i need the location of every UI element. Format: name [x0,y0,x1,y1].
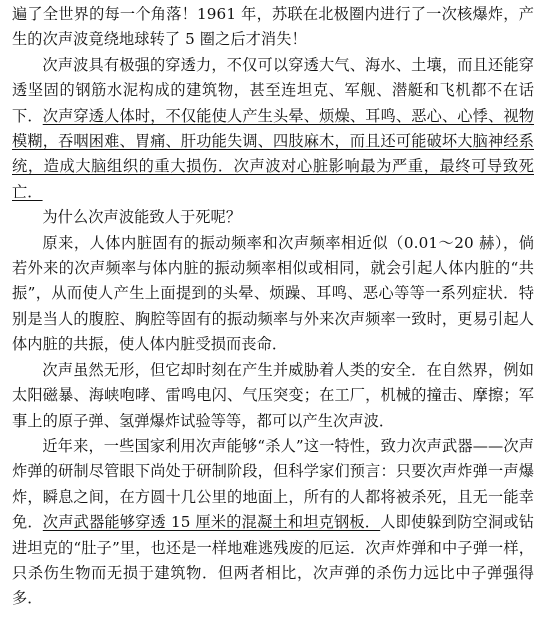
paragraph-text: 原来，人体内脏固有的振动频率和次声频率相近似（0.01～20 赫），倘若外来的次声频率与体内脏的振动频率相似或相同，就会引起人体内脏的“共振”，从而使人产生上面提到的头晕、烦躁、耳鸣、恶心等等一系列症状．特别是当人的腹腔、胸腔等固有的振动频率与外来次声频率一致时，更易引起人体内脏的共振，使人体内脏受损而丧命． [12,233,534,354]
paragraph-global-spread [12,2,534,53]
paragraph-text: 次声波具有极强的穿透力，不仅可以穿透大气、海水、土壤，而且还能穿透坚固的钢筋水泥构成的建筑物，甚至连坦克、军舰、潜艇和飞机都不在话下． [12,55,534,125]
underlined-text: 次声穿透人体时，不仅能使人产生头晕、烦燥、耳鸣、恶心、心悸、视物模糊，吞咽困难、胃痛、肝功能失调、四肢麻木，而且还可能破坏大脑神经系统，造成大脑组织的重大损伤．次声波对心脏影响最为严重，最终可导致死亡． [12,106,535,201]
paragraph-text: 近年来，一些国家利用次声能够“杀人”这一特性，致力次声武器——次声炸弹的研制尽管眼下尚处于研制阶段，但科学家们预言：只要次声炸弹一声爆炸，瞬息之间，在方圆十几公里的地面上，所有的人都将被杀死，且无一能幸免． [12,436,534,532]
paragraph-sources [12,358,534,434]
paragraph-text: 次声虽然无形，但它却时刻在产生并威胁着人类的安全．在自然界，例如太阳磁暴、海峡咆哮、雷鸣电闪、气压突变；在工厂，机械的撞击、摩擦；军事上的原子弹、氢弹爆炸试验等等，都可以产生次声波． [12,360,534,430]
paragraph-text: 为什么次声波能致人于死呢？ [42,208,242,227]
underlined-text: 次声武器能够穿透 15 厘米的混凝土和坦克钢板． [42,513,381,532]
paragraph-question [12,205,534,230]
paragraph-text: 遍了全世界的每一个角落！1961 年，苏联在北极圈内进行了一次核爆炸，产生的次声波竟绕地球转了 5 圈之后才消失！ [12,5,534,49]
paragraph-text: 人即使躲到防空洞或钻进坦克的“肚子”里，也还是一样地难逃残废的厄运．次声炸弹和中子弹一样，只杀伤生物而无损于建筑物．但两者相比，次声弹的杀伤力远比中子弹强得多． [12,513,535,608]
paragraph-penetration [12,53,534,205]
paragraph-weapons [12,434,534,612]
paragraph-resonance [12,231,534,358]
